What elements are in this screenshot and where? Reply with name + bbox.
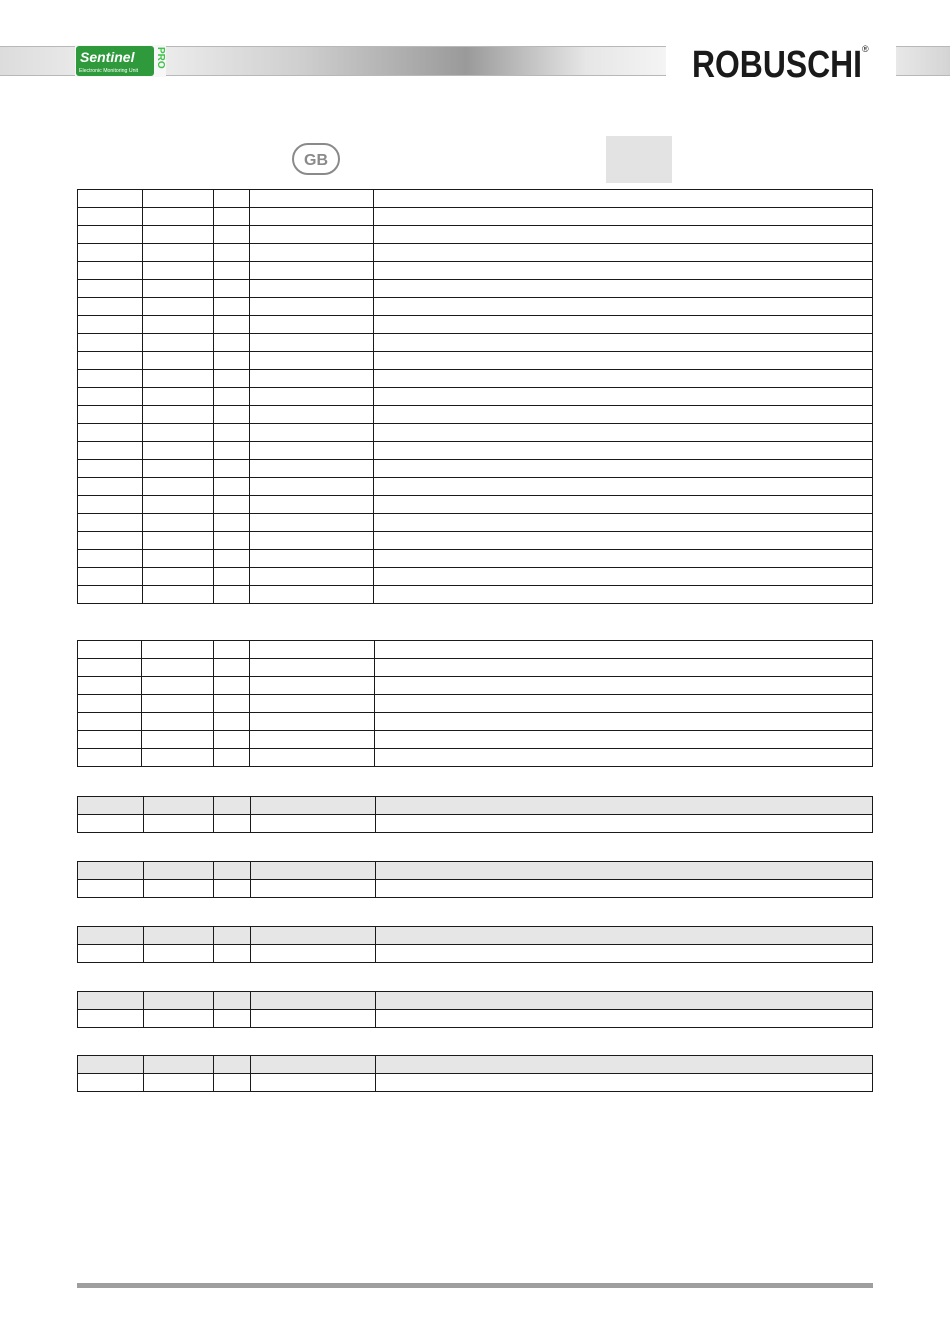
table-cell	[374, 550, 873, 568]
table-cell	[214, 532, 250, 550]
table-7	[77, 1055, 873, 1092]
table-cell	[374, 424, 873, 442]
table-row	[78, 388, 873, 406]
table-cell	[78, 316, 143, 334]
table-cell	[78, 1074, 144, 1092]
table-cell	[143, 262, 214, 280]
table-cell	[143, 532, 214, 550]
robuschi-logo	[690, 40, 872, 84]
table-cell	[143, 298, 214, 316]
table-row	[78, 244, 873, 262]
table-cell	[78, 815, 144, 833]
table-cell	[250, 749, 375, 767]
table-cell	[214, 797, 251, 815]
table-cell	[214, 992, 251, 1010]
table-cell	[78, 880, 144, 898]
table-cell	[376, 1056, 873, 1074]
table-cell	[375, 713, 873, 731]
table-row	[78, 298, 873, 316]
table-cell	[374, 298, 873, 316]
table-cell	[251, 815, 376, 833]
table-cell	[376, 797, 873, 815]
table-cell	[78, 334, 143, 352]
table-row	[78, 659, 873, 677]
table-cell	[78, 244, 143, 262]
table-cell	[214, 927, 251, 945]
table-row	[78, 677, 873, 695]
table-cell	[78, 442, 143, 460]
table-cell	[250, 442, 374, 460]
table-row	[78, 568, 873, 586]
table-cell	[250, 532, 374, 550]
table-cell	[214, 208, 250, 226]
table-cell	[376, 1074, 873, 1092]
table-cell	[78, 496, 143, 514]
table-header-row	[78, 1056, 873, 1074]
sentinel-pro-logo	[75, 45, 166, 77]
table-cell	[142, 677, 214, 695]
table-cell	[78, 731, 142, 749]
table-cell	[78, 695, 142, 713]
table-cell	[374, 226, 873, 244]
table-row	[78, 1010, 873, 1028]
table-cell	[214, 677, 250, 695]
table-cell	[250, 244, 374, 262]
table-row	[78, 586, 873, 604]
logo-suffix-text: PRO	[155, 47, 166, 69]
table-cell	[374, 334, 873, 352]
table-cell	[214, 659, 250, 677]
table-cell	[78, 586, 143, 604]
table-cell	[374, 370, 873, 388]
table-row	[78, 749, 873, 767]
table-cell	[214, 1074, 251, 1092]
table-cell	[78, 226, 143, 244]
table-cell	[143, 496, 214, 514]
table-cell	[143, 460, 214, 478]
language-badge-label: GB	[304, 152, 328, 169]
table-cell	[78, 424, 143, 442]
table-cell	[376, 945, 873, 963]
table-cell	[251, 1056, 376, 1074]
table-cell	[251, 992, 376, 1010]
table-cell	[143, 568, 214, 586]
table-cell	[250, 478, 374, 496]
language-badge-gb	[292, 143, 340, 175]
table-cell	[374, 316, 873, 334]
table-cell	[214, 945, 251, 963]
table-cell	[374, 190, 873, 208]
table-cell	[214, 586, 250, 604]
table-cell	[376, 992, 873, 1010]
table-cell	[142, 641, 214, 659]
table-cell	[78, 659, 142, 677]
table-row	[78, 496, 873, 514]
table-cell	[78, 945, 144, 963]
table-cell	[78, 388, 143, 406]
table-cell	[251, 862, 376, 880]
table-cell	[142, 695, 214, 713]
table-cell	[251, 927, 376, 945]
table-cell	[78, 478, 143, 496]
table-cell	[250, 496, 374, 514]
table-cell	[78, 406, 143, 424]
table-cell	[251, 1074, 376, 1092]
table-cell	[250, 370, 374, 388]
table-cell	[214, 424, 250, 442]
table-cell	[214, 334, 250, 352]
table-cell	[374, 532, 873, 550]
table-row	[78, 316, 873, 334]
logo-tagline-text: Electronic Monitoring Unit	[79, 68, 139, 74]
table-cell	[78, 298, 143, 316]
table-row	[78, 532, 873, 550]
table-cell	[78, 713, 142, 731]
table-row	[78, 815, 873, 833]
table-cell	[78, 208, 143, 226]
table-cell	[375, 659, 873, 677]
table-cell	[250, 388, 374, 406]
table-cell	[143, 316, 214, 334]
table-cell	[214, 713, 250, 731]
table-cell	[214, 1010, 251, 1028]
table-row	[78, 514, 873, 532]
table-2	[77, 640, 873, 767]
robuschi-brand-text: ROBUSCHI	[692, 44, 862, 84]
table-cell	[78, 749, 142, 767]
table-cell	[250, 424, 374, 442]
table-cell	[250, 586, 374, 604]
table-cell	[143, 370, 214, 388]
table-header-row	[78, 927, 873, 945]
header-bar-right	[896, 46, 950, 76]
table-4	[77, 861, 873, 898]
table-cell	[374, 406, 873, 424]
table-row	[78, 945, 873, 963]
table-row	[78, 1074, 873, 1092]
table-cell	[375, 695, 873, 713]
table-cell	[250, 713, 375, 731]
registered-mark: ®	[862, 44, 869, 54]
table-cell	[143, 334, 214, 352]
table-row	[78, 424, 873, 442]
table-cell	[143, 550, 214, 568]
table-row	[78, 280, 873, 298]
table-cell	[78, 677, 142, 695]
table-cell	[143, 388, 214, 406]
table-cell	[374, 478, 873, 496]
table-cell	[250, 298, 374, 316]
table-cell	[143, 586, 214, 604]
table-cell	[142, 659, 214, 677]
table-cell	[250, 550, 374, 568]
table-cell	[214, 478, 250, 496]
table-cell	[144, 1074, 214, 1092]
table-cell	[375, 641, 873, 659]
table-cell	[143, 208, 214, 226]
table-cell	[374, 496, 873, 514]
table-cell	[78, 862, 144, 880]
table-cell	[250, 695, 375, 713]
table-cell	[376, 862, 873, 880]
table-cell	[214, 460, 250, 478]
table-cell	[214, 388, 250, 406]
table-cell	[214, 815, 251, 833]
table-cell	[143, 190, 214, 208]
table-header-row	[78, 797, 873, 815]
table-1	[77, 189, 873, 604]
logo-brand-text: Sentinel	[80, 49, 135, 65]
table-cell	[250, 568, 374, 586]
table-cell	[144, 815, 214, 833]
table-cell	[144, 1056, 214, 1074]
table-cell	[374, 442, 873, 460]
table-cell	[143, 280, 214, 298]
table-cell	[376, 927, 873, 945]
table-cell	[78, 190, 143, 208]
table-cell	[374, 262, 873, 280]
table-cell	[78, 797, 144, 815]
table-cell	[144, 945, 214, 963]
table-cell	[250, 226, 374, 244]
table-cell	[214, 406, 250, 424]
table-cell	[375, 749, 873, 767]
table-cell	[250, 406, 374, 424]
table-cell	[251, 797, 376, 815]
table-cell	[375, 731, 873, 749]
table-cell	[144, 992, 214, 1010]
table-cell	[144, 880, 214, 898]
table-cell	[78, 550, 143, 568]
table-cell	[250, 677, 375, 695]
table-row	[78, 442, 873, 460]
table-cell	[144, 797, 214, 815]
table-cell	[143, 352, 214, 370]
table-cell	[78, 568, 143, 586]
table-header-row	[78, 992, 873, 1010]
table-cell	[374, 586, 873, 604]
table-row	[78, 334, 873, 352]
table-cell	[214, 226, 250, 244]
table-cell	[250, 208, 374, 226]
table-cell	[142, 731, 214, 749]
table-cell	[78, 641, 142, 659]
table-cell	[374, 568, 873, 586]
table-cell	[374, 244, 873, 262]
table-cell	[143, 514, 214, 532]
table-row	[78, 460, 873, 478]
table-cell	[143, 244, 214, 262]
footer-rule	[77, 1283, 873, 1288]
table-cell	[214, 550, 250, 568]
table-3	[77, 796, 873, 833]
table-row	[78, 731, 873, 749]
table-cell	[214, 1056, 251, 1074]
table-cell	[250, 731, 375, 749]
table-row	[78, 478, 873, 496]
table-6	[77, 991, 873, 1028]
table-row	[78, 208, 873, 226]
table-cell	[376, 815, 873, 833]
table-cell	[78, 927, 144, 945]
table-cell	[374, 514, 873, 532]
table-cell	[214, 749, 250, 767]
table-cell	[376, 1010, 873, 1028]
table-cell	[143, 442, 214, 460]
table-cell	[143, 406, 214, 424]
table-cell	[143, 478, 214, 496]
table-cell	[250, 659, 375, 677]
table-cell	[78, 1056, 144, 1074]
table-cell	[143, 424, 214, 442]
table-cell	[214, 514, 250, 532]
table-cell	[250, 352, 374, 370]
table-row	[78, 406, 873, 424]
table-5	[77, 926, 873, 963]
table-cell	[78, 460, 143, 478]
table-cell	[214, 316, 250, 334]
table-cell	[214, 352, 250, 370]
table-cell	[144, 1010, 214, 1028]
table-cell	[250, 514, 374, 532]
table-cell	[144, 862, 214, 880]
table-cell	[250, 316, 374, 334]
table-header-row	[78, 190, 873, 208]
table-cell	[214, 244, 250, 262]
table-cell	[214, 262, 250, 280]
table-row	[78, 880, 873, 898]
table-cell	[78, 992, 144, 1010]
table-header-row	[78, 862, 873, 880]
table-cell	[250, 280, 374, 298]
table-row	[78, 713, 873, 731]
table-cell	[250, 262, 374, 280]
table-cell	[375, 677, 873, 695]
table-cell	[214, 568, 250, 586]
table-cell	[214, 695, 250, 713]
table-cell	[214, 496, 250, 514]
table-cell	[142, 713, 214, 731]
table-row	[78, 695, 873, 713]
table-cell	[374, 460, 873, 478]
table-cell	[376, 880, 873, 898]
table-header-row	[78, 641, 873, 659]
table-cell	[78, 514, 143, 532]
table-cell	[214, 641, 250, 659]
table-cell	[214, 731, 250, 749]
table-cell	[374, 388, 873, 406]
table-cell	[251, 945, 376, 963]
table-cell	[78, 1010, 144, 1028]
table-row	[78, 226, 873, 244]
table-cell	[250, 334, 374, 352]
table-cell	[251, 880, 376, 898]
grey-placeholder-box	[606, 136, 672, 183]
table-cell	[142, 749, 214, 767]
table-cell	[214, 880, 251, 898]
table-cell	[78, 262, 143, 280]
table-cell	[78, 370, 143, 388]
table-cell	[250, 190, 374, 208]
table-cell	[144, 927, 214, 945]
table-cell	[374, 352, 873, 370]
table-cell	[78, 280, 143, 298]
table-cell	[143, 226, 214, 244]
table-cell	[214, 298, 250, 316]
table-cell	[374, 208, 873, 226]
table-cell	[251, 1010, 376, 1028]
table-cell	[214, 442, 250, 460]
table-cell	[214, 862, 251, 880]
table-cell	[78, 532, 143, 550]
table-cell	[78, 352, 143, 370]
table-row	[78, 262, 873, 280]
table-cell	[214, 280, 250, 298]
table-cell	[374, 280, 873, 298]
table-cell	[214, 190, 250, 208]
table-row	[78, 352, 873, 370]
table-row	[78, 550, 873, 568]
table-row	[78, 370, 873, 388]
table-cell	[250, 460, 374, 478]
table-cell	[214, 370, 250, 388]
table-cell	[250, 641, 375, 659]
